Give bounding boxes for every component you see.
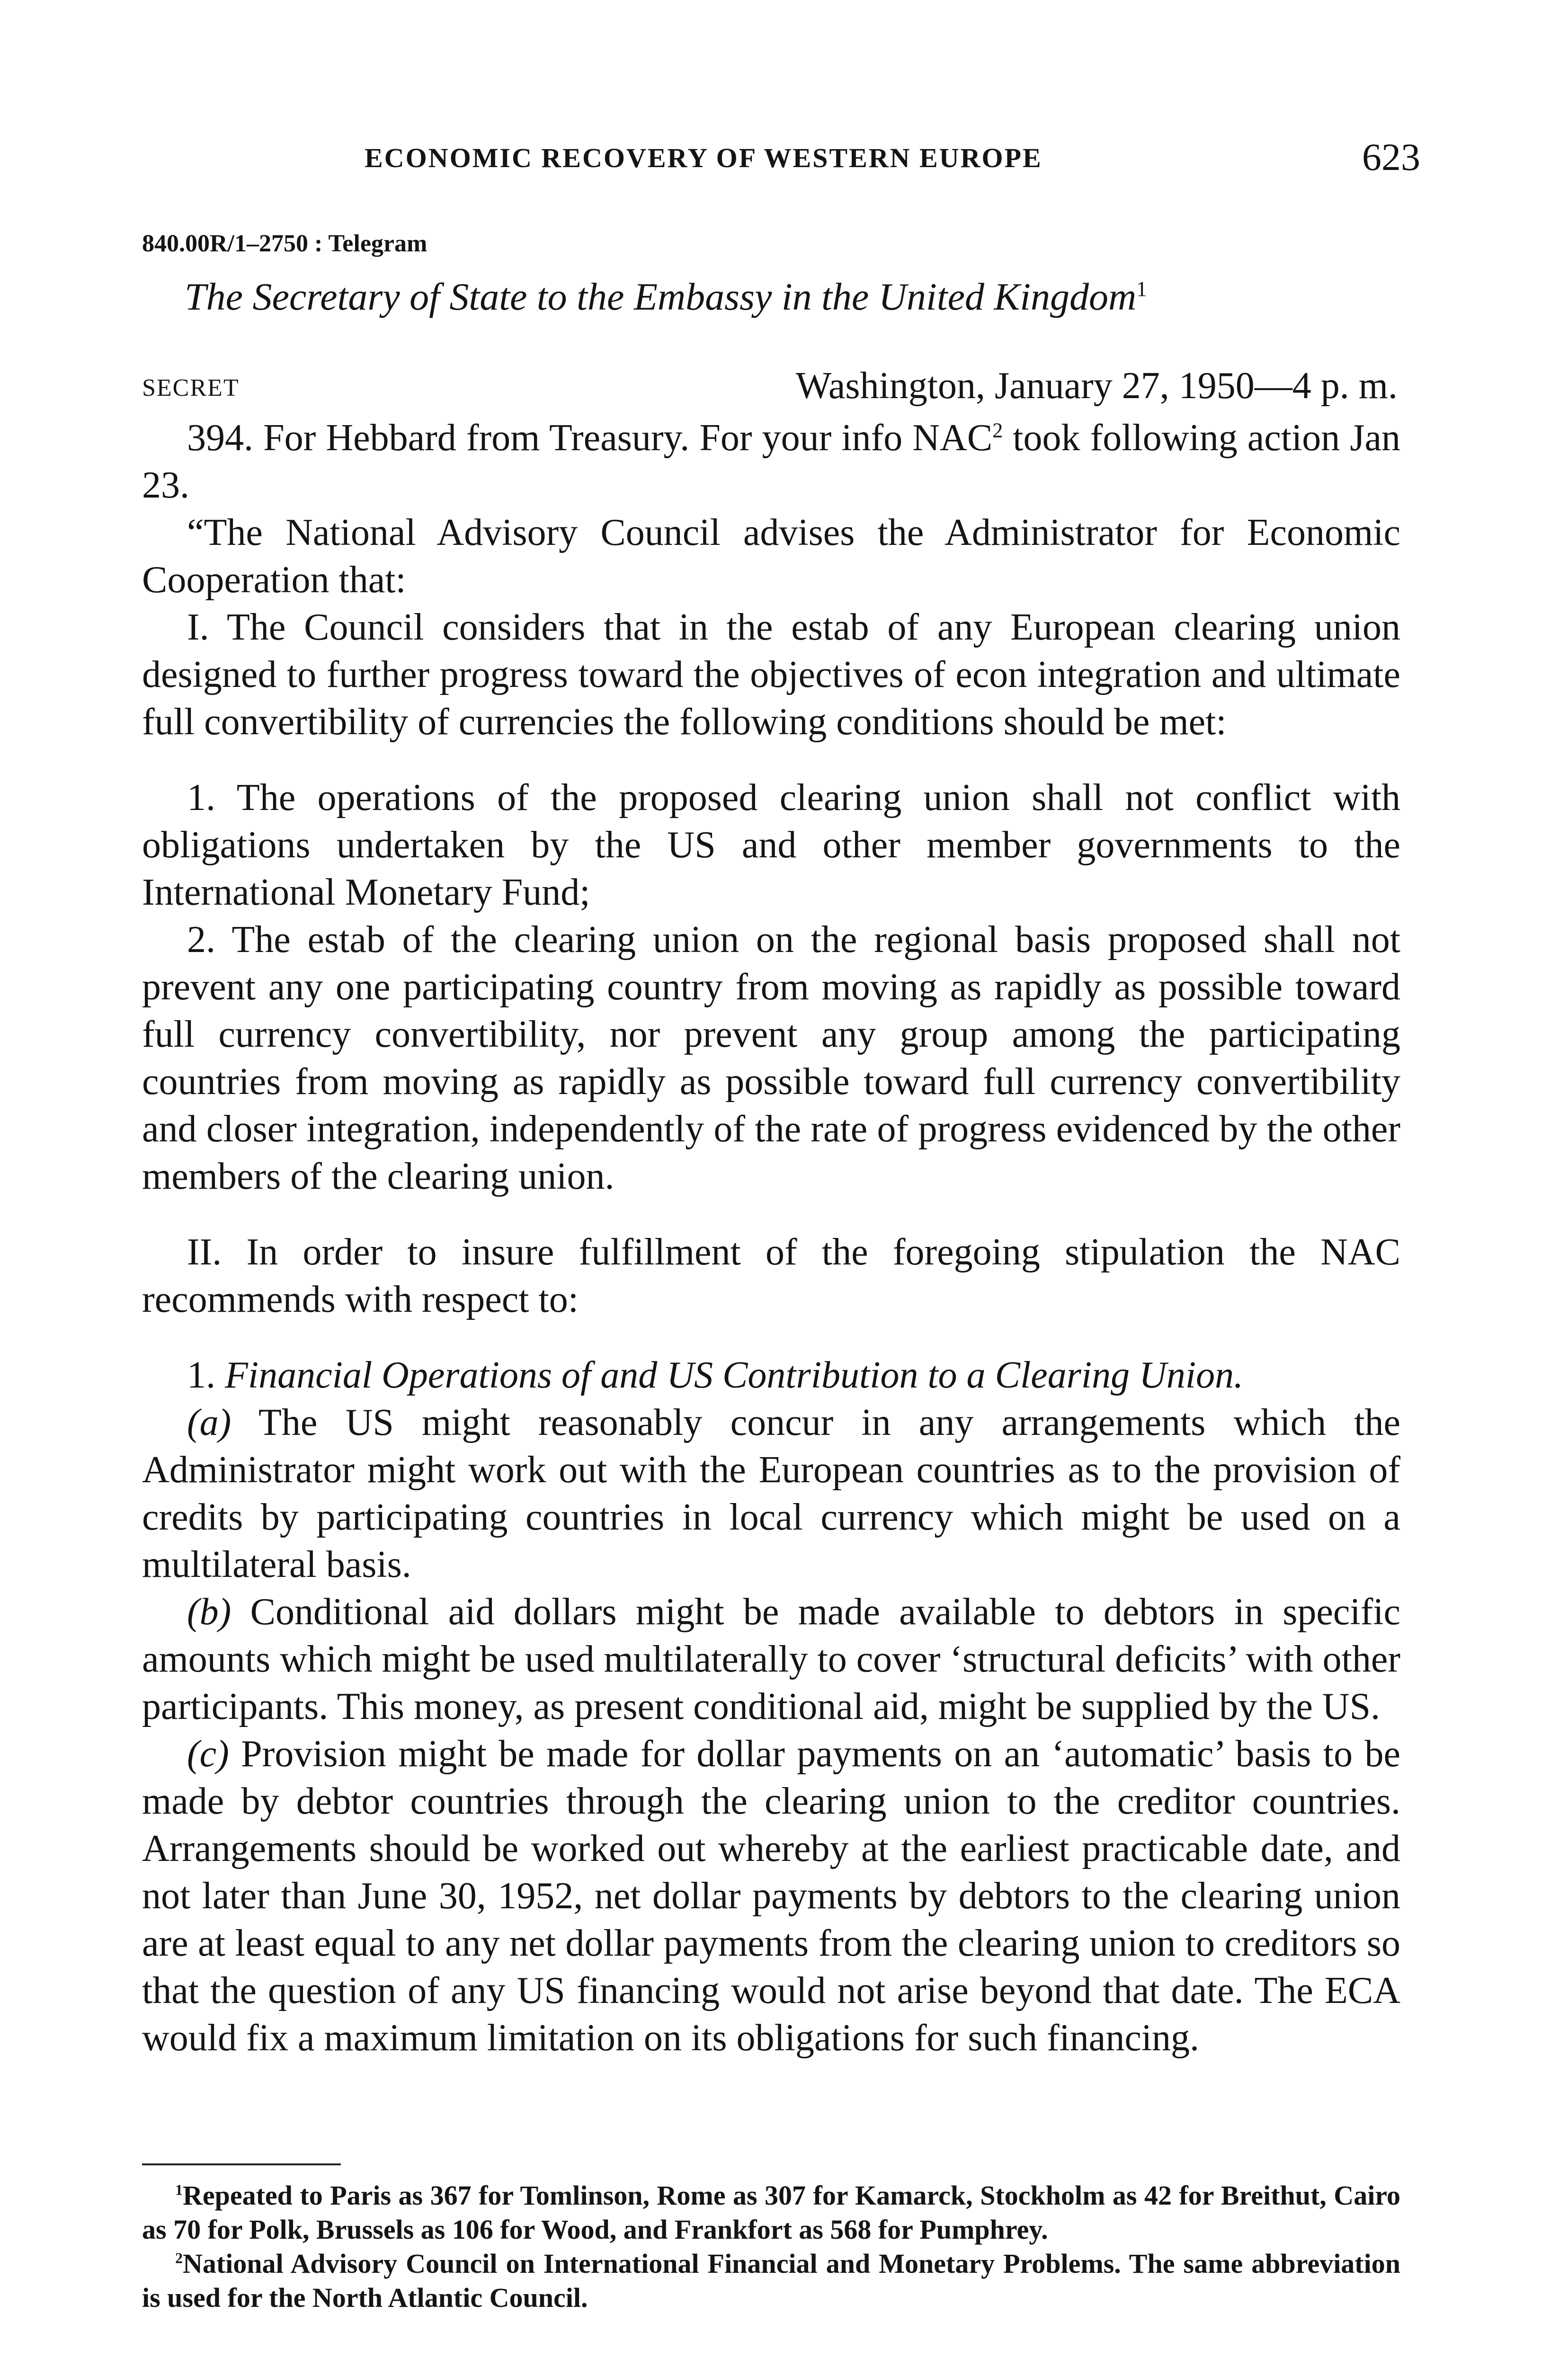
paragraph-a <box>142 1399 1400 1588</box>
paragraph-section-ii: II. In order to insure fulfillment of the foregoing stipulation the NAC recommends with respect to: <box>142 1231 1400 1320</box>
text-a: The US might reasonably concur in any arrangements which the Administrator might work out with the European countries as to the provision of credits by participating countries in local currency which might be used on a multilateral basis. <box>142 1402 1400 1585</box>
paragraph-condition-1: 1. The operations of the proposed clearing union shall not conflict with obligations undertaken by the US and other member governments to the International Monetary Fund; <box>142 777 1400 913</box>
text-b: Conditional aid dollars might be made available to debtors in specific amounts which might be used multilaterally to cover ‘structural deficits’ with other participants. This money, as present conditional aid, might be supplied by the US. <box>142 1591 1400 1727</box>
p1-end: took following action Jan 23. <box>142 417 1400 506</box>
footnote-ref-2: 2 <box>992 418 1003 442</box>
paragraph-condition-2: 2. The estab of the clearing union on the regional basis proposed shall not prevent any one participating country from moving as rapidly as possible toward full currency convertibility, nor prevent any group among the participating countries from moving as rapidly as possible toward full currency convertibility and closer integration, independently of the rate of progress evidenced by the other members of the clearing union. <box>142 919 1400 1197</box>
footnote-1-text: Repeated to Paris as 367 for Tomlinson, Rome as 307 for Kamarck, Stockholm as 42 for Breithut, Cairo as 70 for Polk, Brussels as 106 for Wood, and Frankfort as 568 for Pumphrey. <box>142 2180 1400 2245</box>
text-c: Provision might be made for dollar payments on an ‘automatic’ basis to be made by debtor countries through the clearing union to the creditor countries. Arrangements should be worked out whereby at the earliest practicable date, and not later than June 30, 1952, net dollar payments by debtors to the clearing union are at least equal to any net dollar payments from the clearing union to creditors so that the question of any US financing would not arise beyond that date. The ECA would fix a maximum limitation on its obligations for such financing. <box>142 1733 1400 2059</box>
paragraph-b <box>142 1588 1400 1730</box>
page-number: 623 <box>1362 135 1420 178</box>
document-title <box>185 275 1416 319</box>
paragraph-394 <box>142 414 1400 509</box>
running-head: ECONOMIC RECOVERY OF WESTERN EUROPE <box>365 142 1042 173</box>
document-title-text: The Secretary of State to the Embassy in the United Kingdom <box>185 275 1137 318</box>
heading-number: 1. <box>187 1354 225 1396</box>
footnotes <box>142 2163 1400 2315</box>
document-id: 840.00R/1–2750 : Telegram <box>142 230 428 257</box>
p1-start: 394. For Hebbard from Treasury. For your info NAC <box>187 417 993 459</box>
label-c: (c) <box>187 1733 229 1775</box>
label-a: (a) <box>187 1402 232 1443</box>
dateline: Washington, January 27, 1950—4 p. m. <box>795 365 1398 407</box>
footnote-1 <box>142 2179 1400 2247</box>
heading-text: Financial Operations of and US Contribution to a Clearing Union. <box>225 1354 1244 1396</box>
telegram-body <box>142 414 1400 2062</box>
footnote-2 <box>142 2247 1400 2315</box>
page-header <box>142 135 1420 187</box>
label-b: (b) <box>187 1591 232 1633</box>
paragraph-section-i: I. The Council considers that in the estab of any European clearing union designed to further progress toward the objectives of econ integration and ultimate full convertibility of currencies the following conditions should be met: <box>142 606 1400 743</box>
paragraph-c <box>142 1730 1400 2062</box>
footnote-1-marker: 1 <box>175 2181 183 2198</box>
footnote-ref-1: 1 <box>1136 277 1147 301</box>
footnote-rule <box>142 2163 341 2165</box>
footnote-2-marker: 2 <box>175 2250 183 2267</box>
footnote-2-text: National Advisory Council on International Financial and Monetary Problems. The same abbreviation is used for the North Atlantic Council. <box>142 2248 1400 2313</box>
paragraph-heading-1 <box>142 1352 1400 1399</box>
paragraph-council-advises: “The National Advisory Council advises the Administrator for Economic Cooperation that: <box>142 512 1400 601</box>
classification: SECRET <box>142 374 240 401</box>
